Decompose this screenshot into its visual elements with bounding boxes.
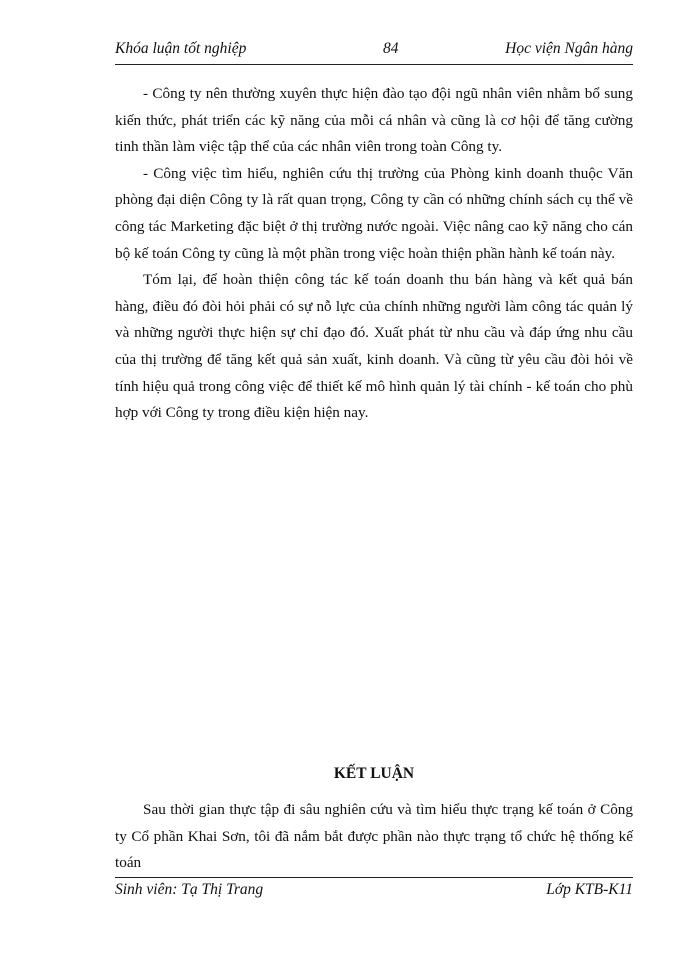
header-institution: Học viện Ngân hàng — [505, 40, 633, 57]
page-footer — [115, 881, 633, 903]
header-thesis-label: Khóa luận tốt nghiệp — [115, 40, 247, 57]
paragraph-training: - Công ty nên thường xuyên thực hiện đào tạo đội ngũ nhân viên nhằm bổ sung kiến thức, phát triển các kỹ năng của mỗi cá nhân và cũng là cơ hội để tăng cường tinh thần làm việc tập thể của các nhân viên trong toàn Công ty. — [115, 85, 633, 156]
body-text — [115, 81, 633, 427]
header-rule — [115, 64, 633, 65]
page-number: 84 — [383, 40, 399, 57]
footer-student: Sinh viên: Tạ Thị Trang — [115, 881, 264, 898]
footer-class: Lớp KTB-K11 — [546, 881, 633, 898]
page-header — [115, 40, 633, 62]
conclusion-paragraph: Sau thời gian thực tập đi sâu nghiên cứu và tìm hiểu thực trạng kế toán ở Công ty Cổ phần Khai Sơn, tôi đã nắm bắt được phần nào thực trạng tổ chức hệ thống kế toán — [115, 801, 633, 872]
paragraph-summary: Tóm lại, để hoàn thiện công tác kế toán doanh thu bán hàng và kết quả bán hàng, điều đó đòi hỏi phải có sự nỗ lực của chính những người làm công tác quản lý và những người thực hiện sự chỉ đạo đó. Xuất phát từ nhu cầu và đáp ứng nhu cầu của thị trường để tăng kết quả sản xuất, kinh doanh. Và cũng từ yêu cầu đòi hỏi về tính hiệu quả trong công việc để thiết kế mô hình quản lý tài chính - kế toán cho phù hợp với Công ty trong điều kiện hiện nay. — [115, 271, 633, 422]
conclusion-body — [115, 797, 633, 877]
footer-rule — [115, 877, 633, 878]
paragraph-market-research: - Công việc tìm hiểu, nghiên cứu thị trường của Phòng kinh doanh thuộc Văn phòng đại diện Công ty là rất quan trọng, Công ty cần có những chính sách cụ thể về công tác Marketing đặc biệt ở thị trường nước ngoài. Việc nâng cao kỹ năng cho cán bộ kế toán Công ty cũng là một phần trong việc hoàn thiện phần hành kế toán này. — [115, 164, 633, 262]
conclusion-heading: KẾT LUẬN — [333, 765, 415, 782]
